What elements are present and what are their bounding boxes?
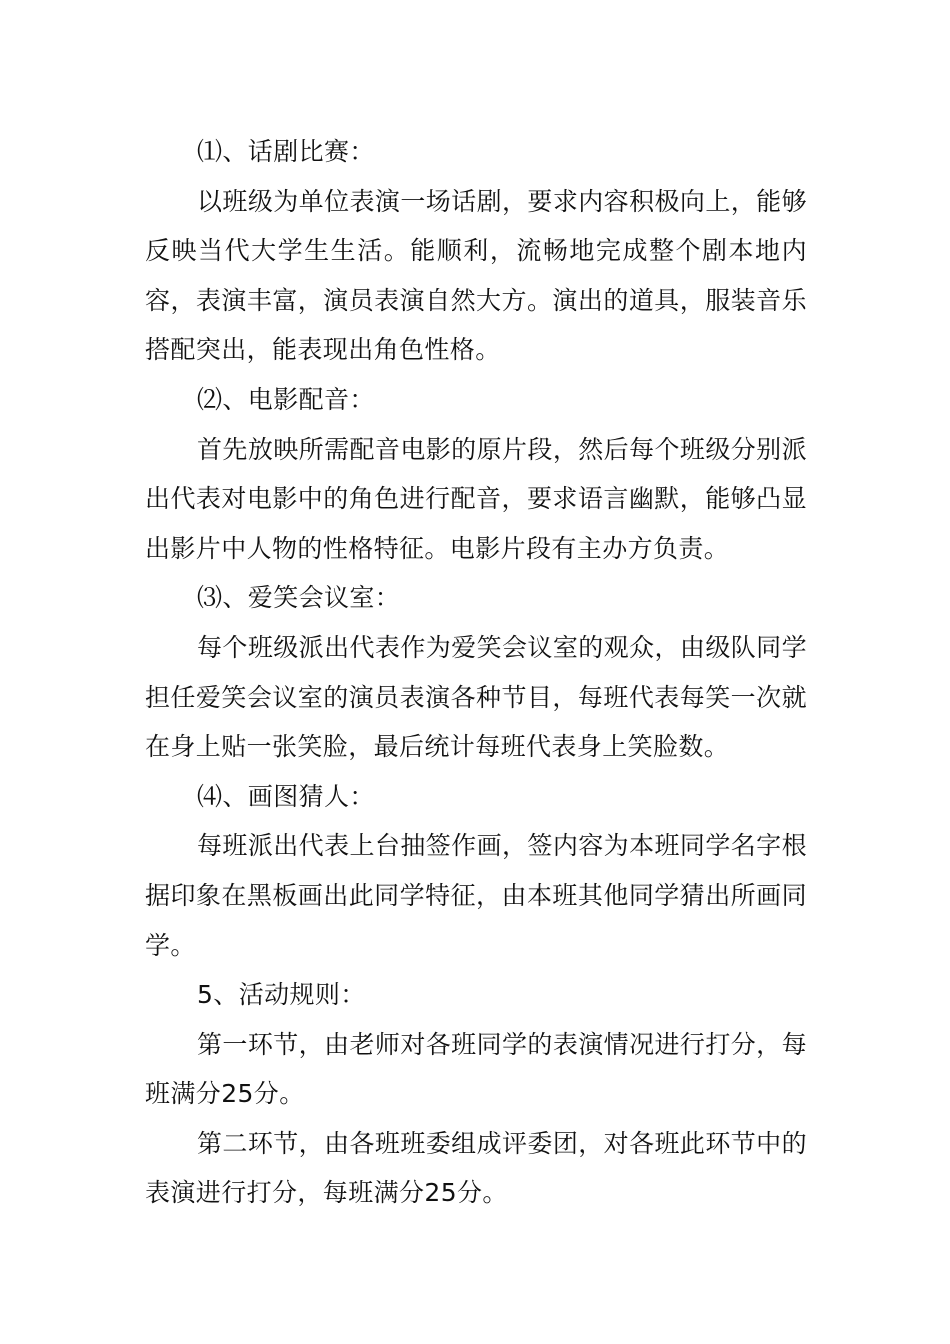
section-heading-dubbing: ⑵、电影配音： (197, 384, 375, 414)
section-heading-laugh-room: ⑶、爱笑会议室： (197, 583, 401, 613)
paragraph-rule-second: 第二环节，由各班班委组成评委团，对各班此环节中的表演进行打分，每班满分25分。 (145, 1128, 807, 1208)
section-heading-draw-guess: ⑷、画图猜人： (197, 781, 375, 811)
paragraph-laugh-room: 每个班级派出代表作为爱笑会议室的观众，由级队同学担任爱笑会议室的演员表演各种节目，每班代表每笑一次就在身上贴一张笑脸，最后统计每班代表身上笑脸数。 (145, 632, 807, 762)
section-heading-rules: 5、活动规则： (197, 980, 366, 1010)
paragraph-drama: 以班级为单位表演一场话剧，要求内容积极向上，能够反映当代大学生生活。能顺利，流畅地完成整个剧本地内容，表演丰富，演员表演自然大方。演出的道具，服装音乐搭配突出，能表现出角色性格。 (145, 186, 807, 365)
paragraph-rule-first: 第一环节，由老师对各班同学的表演情况进行打分，每班满分25分。 (145, 1029, 807, 1109)
paragraph-draw-guess: 每班派出代表上台抽签作画，签内容为本班同学名字根据印象在黑板画出此同学特征，由本班其他同学猜出所画同学。 (145, 831, 807, 960)
paragraph-dubbing: 首先放映所需配音电影的原片段，然后每个班级分别派出代表对电影中的角色进行配音，要求语言幽默，能够凸显出影片中人物的性格特征。电影片段有主办方负责。 (145, 434, 807, 563)
document-body (145, 127, 807, 1218)
section-heading-drama: ⑴、话剧比赛： (197, 137, 375, 166)
